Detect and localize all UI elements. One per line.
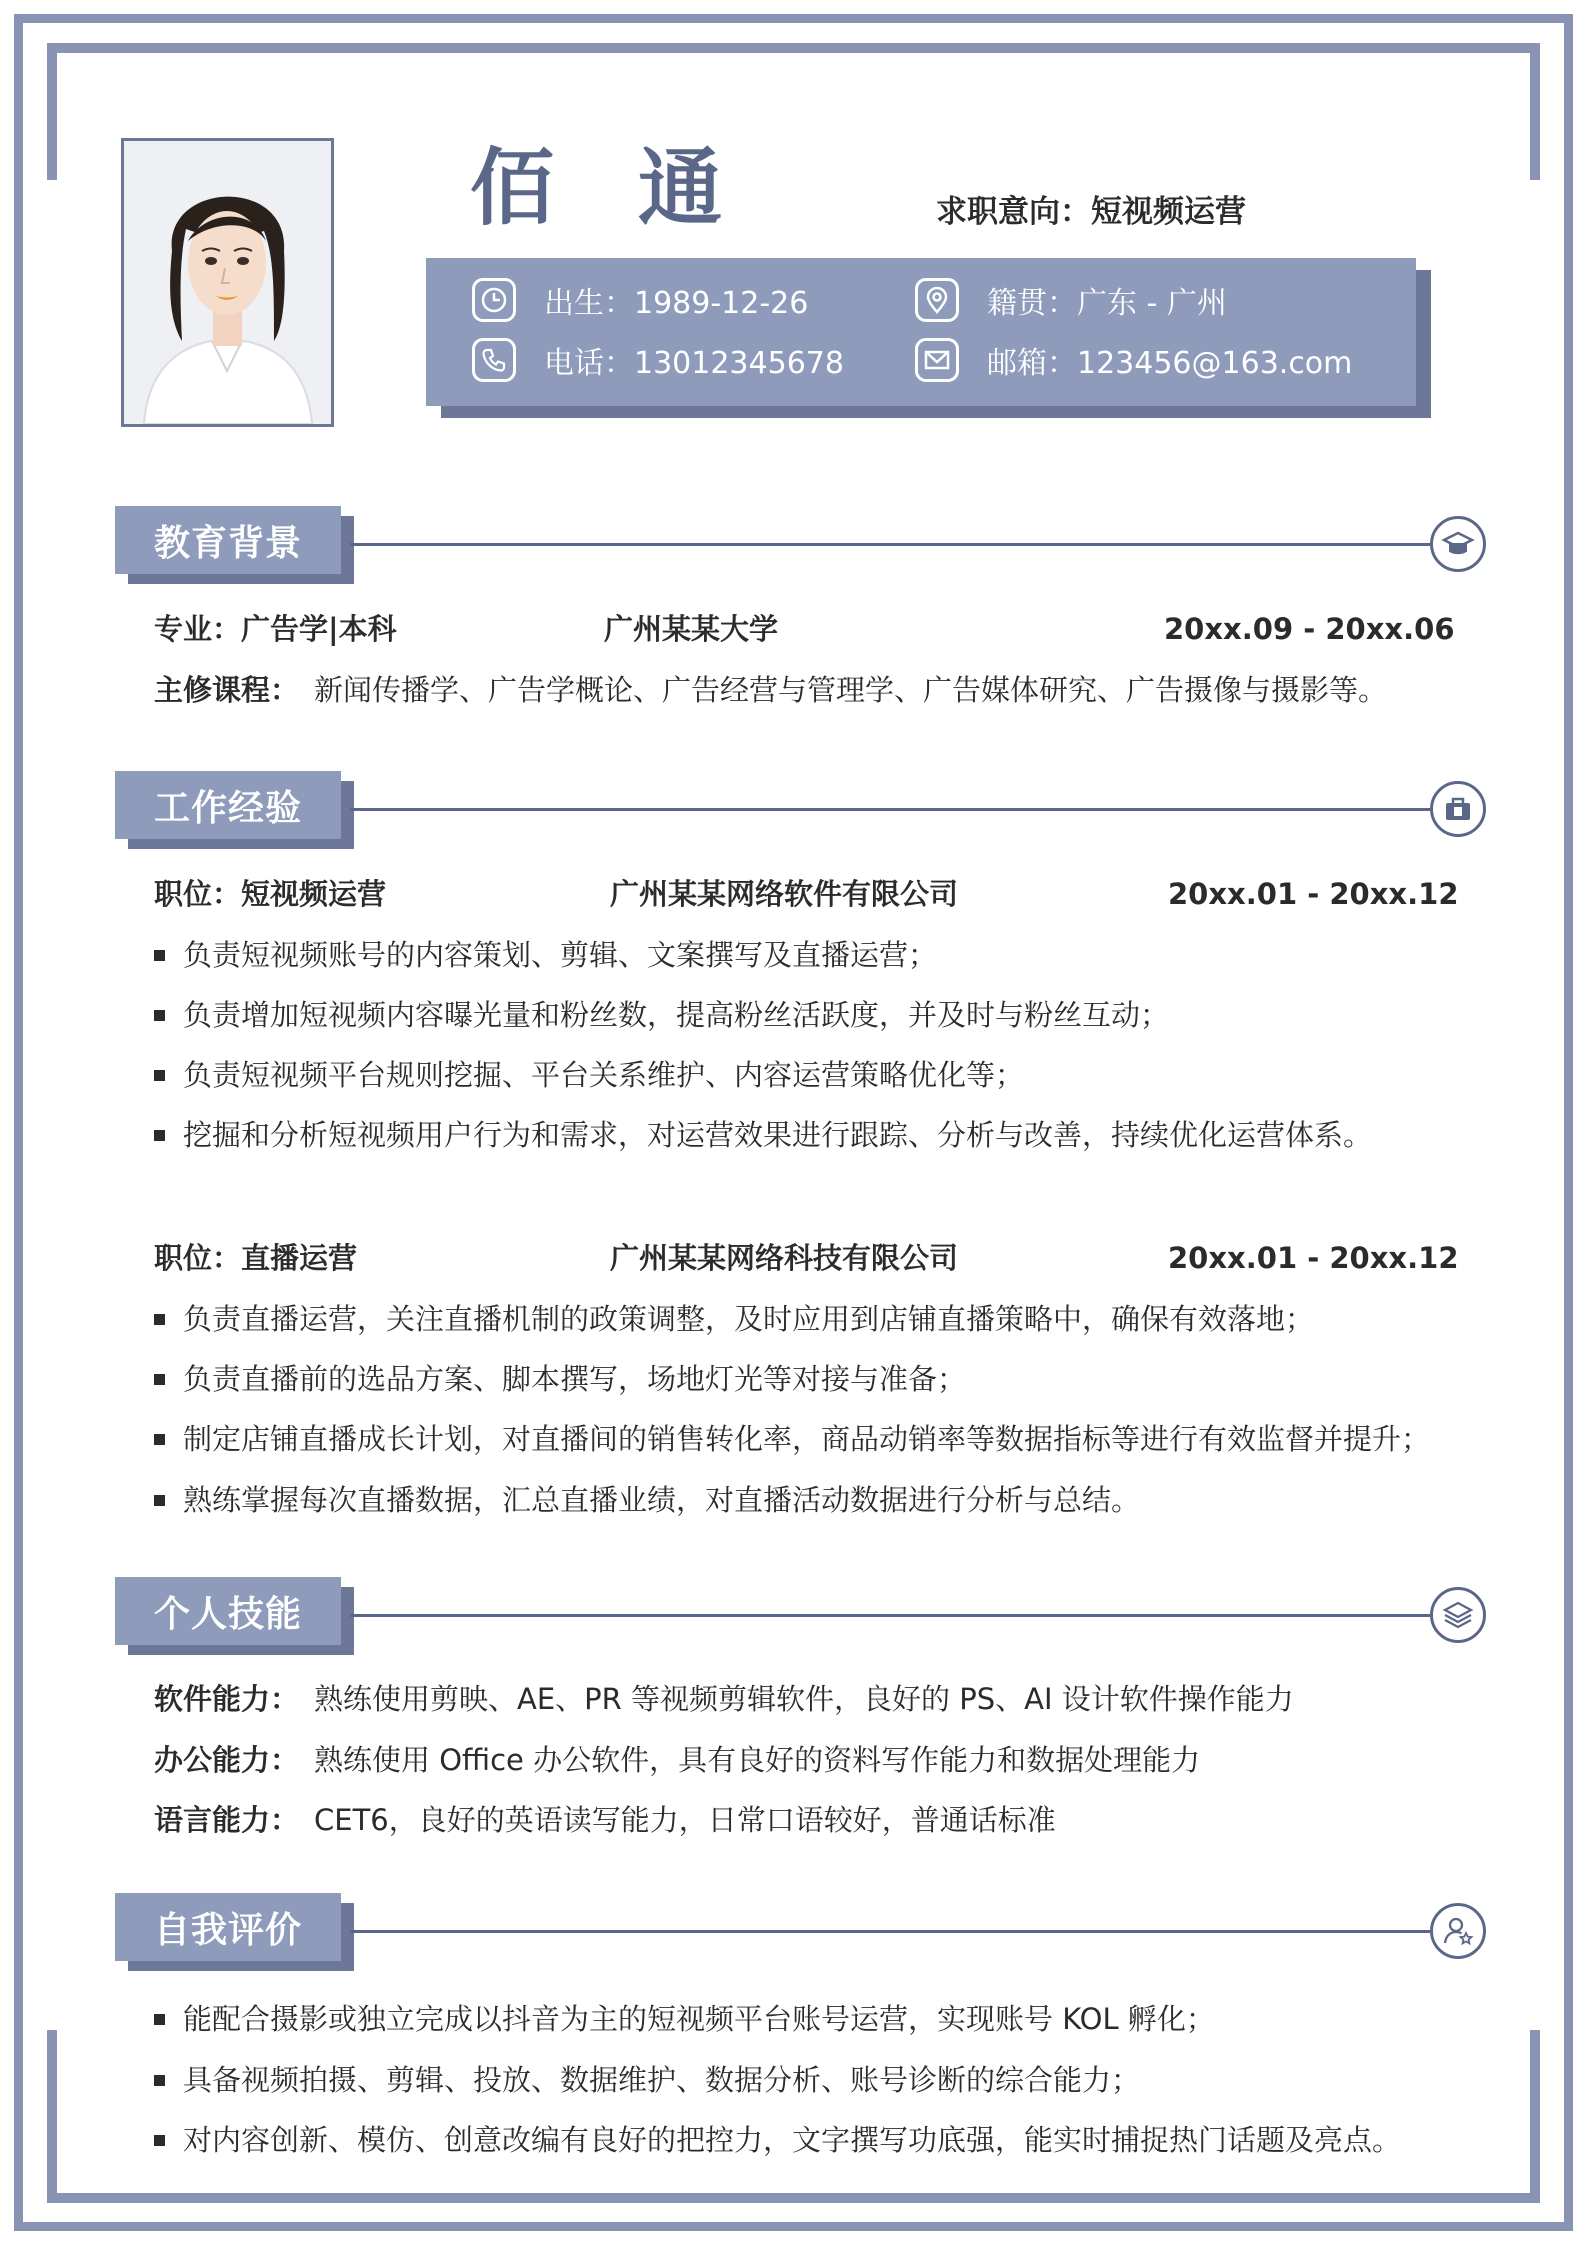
job2-duty: 熟练掌握每次直播数据，汇总直播业绩，对直播活动数据进行分析与总结。 [154, 1480, 1140, 1520]
briefcase-icon [1430, 781, 1486, 837]
skill-value: CET6，良好的英语读写能力，日常口语较好，普通话标准 [314, 1803, 1056, 1837]
frame-gap-right [1517, 180, 1557, 2030]
education-major: 专业：广告学|本科 [154, 612, 397, 646]
job1-duty: 负责短视频平台规则挖掘、平台关系维护、内容运营策略优化等； [154, 1055, 1024, 1095]
work-divider [350, 808, 1430, 811]
envelope-icon [915, 338, 959, 382]
info-email [915, 338, 1352, 382]
user-star-icon [1430, 1903, 1486, 1959]
contact-info-box [426, 258, 1416, 406]
section-title-work: 工作经验 [115, 771, 341, 839]
skill-label: 办公能力： [154, 1743, 300, 1777]
info-hometown-text: 籍贯：广东 - 广州 [987, 286, 1227, 321]
self-eval-item: 具备视频拍摄、剪辑、投放、数据维护、数据分析、账号诊断的综合能力； [154, 2060, 1140, 2100]
job1-duty: 挖掘和分析短视频用户行为和需求，对运营效果进行跟踪、分析与改善，持续优化运营体系。 [154, 1115, 1372, 1155]
job2-position: 职位：直播运营 [154, 1241, 358, 1275]
section-title-skills: 个人技能 [115, 1577, 341, 1645]
job1-period: 20xx.01 - 20xx.12 [1168, 877, 1459, 911]
layers-icon [1430, 1587, 1486, 1643]
job1-duty: 负责短视频账号的内容策划、剪辑、文案撰写及直播运营； [154, 935, 937, 975]
location-pin-icon [915, 278, 959, 322]
avatar-portrait [124, 141, 331, 424]
job1-position: 职位：短视频运营 [154, 877, 387, 911]
job-intent: 求职意向：短视频运营 [936, 194, 1246, 230]
clock-icon [472, 278, 516, 322]
section-title-self-eval: 自我评价 [115, 1893, 341, 1961]
phone-icon [472, 338, 516, 382]
skill-label: 软件能力： [154, 1682, 300, 1716]
skills-divider [350, 1614, 1430, 1617]
education-period: 20xx.09 - 20xx.06 [1164, 612, 1455, 646]
job2-period: 20xx.01 - 20xx.12 [1168, 1241, 1459, 1275]
education-school: 广州某某大学 [604, 612, 779, 646]
section-title-education: 教育背景 [115, 506, 341, 574]
graduation-cap-icon [1430, 516, 1486, 572]
self-eval-item: 能配合摄影或独立完成以抖音为主的短视频平台账号运营，实现账号 KOL 孵化； [154, 1999, 1215, 2039]
info-birth-text: 出生：1989-12-26 [544, 286, 809, 321]
candidate-name: 佰通 [470, 139, 807, 237]
info-phone [472, 338, 844, 382]
education-courses-label: 主修课程： [154, 673, 300, 707]
self-eval-divider [350, 1930, 1430, 1933]
job2-duty: 制定店铺直播成长计划，对直播间的销售转化率，商品动销率等数据指标等进行有效监督并提升； [154, 1419, 1430, 1459]
education-courses: 新闻传播学、广告学概论、广告经营与管理学、广告媒体研究、广告摄像与摄影等。 [314, 673, 1388, 707]
job1-company: 广州某某网络软件有限公司 [610, 877, 959, 911]
info-hometown [915, 278, 1227, 322]
info-phone-text: 电话：13012345678 [544, 346, 844, 381]
info-birth [472, 278, 808, 322]
job2-duty: 负责直播运营，关注直播机制的政策调整，及时应用到店铺直播策略中，确保有效落地； [154, 1299, 1314, 1339]
job2-company: 广州某某网络科技有限公司 [610, 1241, 959, 1275]
job2-duty: 负责直播前的选品方案、脚本撰写，场地灯光等对接与准备； [154, 1359, 966, 1399]
frame-gap-left [30, 180, 70, 2030]
skill-label: 语言能力： [154, 1803, 300, 1837]
info-email-text: 邮箱：123456@163.com [987, 346, 1353, 381]
skill-value: 熟练使用 Office 办公软件，具有良好的资料写作能力和数据处理能力 [314, 1743, 1201, 1777]
skill-value: 熟练使用剪映、AE、PR 等视频剪辑软件，良好的 PS、AI 设计软件操作能力 [314, 1682, 1294, 1716]
profile-photo [121, 138, 334, 427]
education-divider [350, 543, 1430, 546]
self-eval-item: 对内容创新、模仿、创意改编有良好的把控力，文字撰写功底强，能实时捕捉热门话题及亮点。 [154, 2120, 1401, 2160]
job1-duty: 负责增加短视频内容曝光量和粉丝数，提高粉丝活跃度，并及时与粉丝互动； [154, 995, 1169, 1035]
